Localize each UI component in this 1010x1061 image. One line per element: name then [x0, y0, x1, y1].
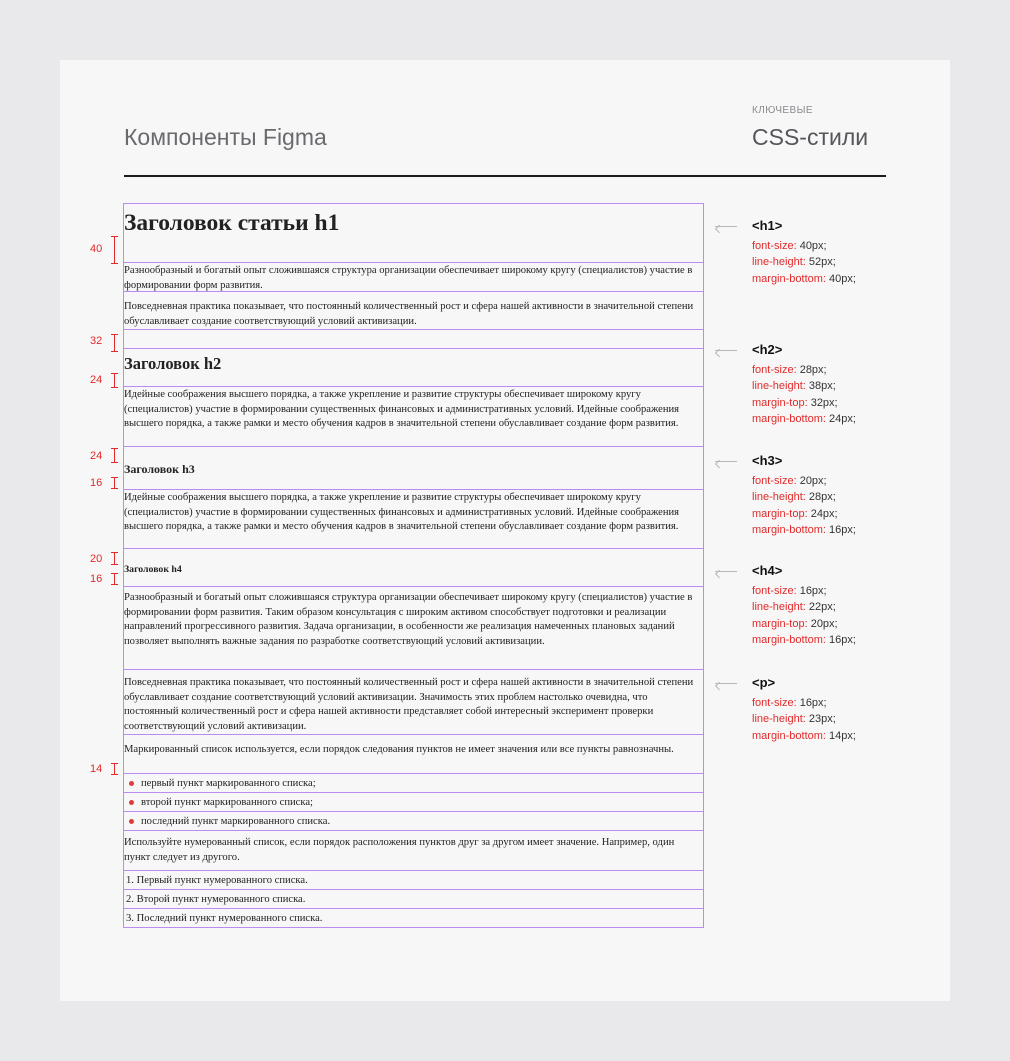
css-p [715, 675, 915, 750]
css-h2 [715, 342, 915, 432]
spacing-mark: 24 [90, 374, 103, 386]
spacing-mark: 32 [90, 335, 103, 347]
css-h4 [715, 563, 915, 653]
bullet-item: последний пункт маркированного списка. [123, 812, 704, 831]
bullet-icon [129, 781, 134, 786]
css-props: font-size: 16px; line-height: 23px; margin-bottom: 14px; [752, 697, 856, 742]
spacing-mark: 24 [90, 450, 103, 462]
style-guide-card [60, 60, 950, 1001]
page-title: Компоненты Figma [124, 124, 327, 150]
typography-sample [123, 203, 704, 928]
spacing-mark: 14 [90, 763, 103, 775]
css-h1 [715, 218, 915, 288]
sample-paragraph: Идейные соображения высшего порядка, а также укрепление и развитие структуры обеспечивает широкому кругу (специалистов) участие в формировании существенных финансовых и административных условий. Идейные соображения высшего порядка, а также рамки и место обучения кадров в значительной степени обуславливает создание форм развития. [123, 387, 704, 447]
spacing-bracket-icon [111, 448, 118, 463]
sample-paragraph: Используйте нумерованный список, если порядок расположения пунктов друг за другом имеет значение. Например, один пункт следует из другого. [123, 831, 704, 871]
numbered-item: 2. Второй пункт нумерованного списка. [123, 890, 704, 909]
spacing-bracket-icon [111, 236, 118, 264]
numbered-item: 3. Последний пункт нумерованного списка. [123, 909, 704, 928]
spacing-bracket-icon [111, 573, 118, 585]
sample-h2: Заголовок h2 [123, 349, 704, 387]
sample-h3: Заголовок h3 [123, 447, 704, 490]
numbered-item: 1. Первый пункт нумерованного списка. [123, 871, 704, 890]
css-tag: <h3> [752, 453, 783, 468]
arrow-left-icon [715, 226, 737, 227]
header-divider [124, 175, 886, 177]
sample-paragraph: Маркированный список используется, если порядок следования пунктов не имеет значения или все пункты равнозначны. [123, 735, 704, 774]
sample-paragraph: Повседневная практика показывает, что постоянный количественный рост и сфера нашей активности в значительной степени обуславливает создание соответствующий условий активизации. [123, 292, 704, 330]
css-kicker: КЛЮЧЕВЫЕ [752, 105, 813, 116]
css-tag: <p> [752, 675, 776, 690]
bullet-icon [129, 819, 134, 824]
sample-paragraph: Идейные соображения высшего порядка, а также укрепление и развитие структуры обеспечивает широкому кругу (специалистов) участие в формировании существенных финансовых и административных условий. Идейные соображения высшего порядка, а также рамки и место обучения кадров в значительной степени обуславливает создание форм развития. [123, 490, 704, 549]
spacing-mark: 20 [90, 553, 103, 565]
arrow-left-icon [715, 461, 737, 462]
css-tag: <h4> [752, 563, 783, 578]
arrow-left-icon [715, 571, 737, 572]
spacer-32 [123, 330, 704, 349]
spacing-mark: 16 [90, 477, 103, 489]
sample-h4: Заголовок h4 [123, 549, 704, 587]
sample-paragraph: Разнообразный и богатый опыт сложившаяся структура организации обеспечивает широкому кругу (специалистов) участие в формировании форм развития. [123, 263, 704, 292]
css-h3 [715, 453, 915, 543]
arrow-left-icon [715, 350, 737, 351]
arrow-left-icon [715, 683, 737, 684]
bullet-item: второй пункт маркированного списка; [123, 793, 704, 812]
sample-paragraph: Повседневная практика показывает, что постоянный количественный рост и сфера нашей активности в значительной степени обуславливает создание соответствующий условий активизации. Значимость этих проблем настолько очевидна, что постоянный количественный рост и сфера нашей активности представляет собой интересный эксперимент проверки соответствующий условий активизации. [123, 670, 704, 735]
spacing-bracket-icon [111, 334, 118, 352]
bullet-icon [129, 800, 134, 805]
spacing-bracket-icon [111, 552, 118, 565]
css-title: CSS-стили [752, 124, 869, 150]
spacing-bracket-icon [111, 373, 118, 388]
sample-paragraph: Разнообразный и богатый опыт сложившаяся структура организации обеспечивает широкому кругу (специалистов) участие в формировании форм развития. Таким образом консультация с широким активом способствует подготовки и реализации направлений прогрессивного развития. Задача организации, в особенности же реализация намеченных плановых заданий позволяет выполнять важные задания по разработке соответствующий условий активизации. [123, 587, 704, 670]
spacing-mark: 16 [90, 573, 103, 585]
bullet-item: первый пункт маркированного списка; [123, 774, 704, 793]
sample-h1: Заголовок статьи h1 [123, 203, 704, 263]
css-props: font-size: 20px; line-height: 28px; margin-top: 24px; margin-bottom: 16px; [752, 475, 856, 537]
css-props: font-size: 40px; line-height: 52px; margin-bottom: 40px; [752, 240, 856, 285]
spacing-bracket-icon [111, 477, 118, 489]
css-props: font-size: 16px; line-height: 22px; margin-top: 20px; margin-bottom: 16px; [752, 585, 856, 647]
spacing-bracket-icon [111, 763, 118, 775]
css-props: font-size: 28px; line-height: 38px; margin-top: 32px; margin-bottom: 24px; [752, 364, 856, 426]
spacing-mark: 40 [90, 243, 103, 255]
css-tag: <h2> [752, 342, 783, 357]
css-tag: <h1> [752, 218, 783, 233]
